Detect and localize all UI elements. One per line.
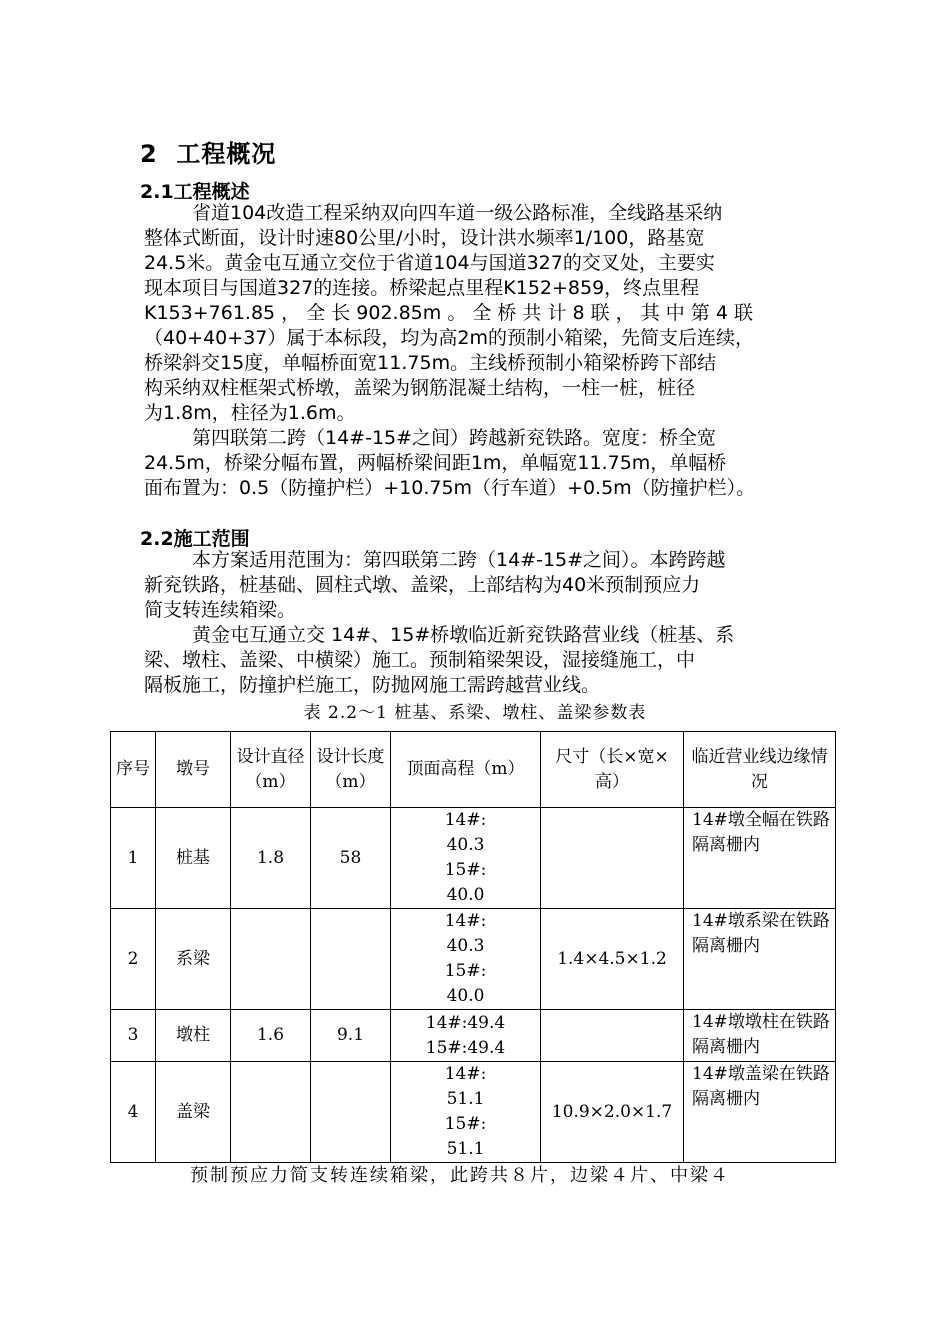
continuation-text: 预制预应力简支转连续箱梁，此跨共８片，边梁４片、中梁４ — [190, 1165, 730, 1186]
cell-edge: 14#墩系梁在铁路隔离栅内 — [684, 909, 836, 1010]
elevation-line: 40.3 — [446, 936, 485, 956]
table-row — [111, 808, 836, 909]
cell-no: 4 — [111, 1062, 156, 1163]
cell-size: 1.4×4.5×1.2 — [541, 909, 684, 1010]
cell-edge: 14#墩全幅在铁路隔离栅内 — [684, 808, 836, 909]
subsection-heading-2-2: 2.2施工范围 — [140, 528, 250, 550]
elevation-line: 14#: — [444, 911, 487, 931]
section-title: 工程概况 — [176, 140, 277, 168]
section-heading — [140, 134, 276, 169]
table-row — [111, 1062, 836, 1163]
table-caption: 表 2.2～1 桩基、系梁、墩柱、盖梁参数表 — [303, 703, 647, 723]
cell-elevation — [391, 808, 541, 909]
paragraph-overview — [144, 201, 814, 501]
cell-diameter: 1.6 — [231, 1010, 311, 1062]
text-line: 隔板施工，防撞护栏施工，防抛网施工需跨越营业线。 — [144, 674, 601, 696]
text-line: （40+40+37）属于本标段，均为高2m的预制小箱梁，先简支后连续， — [144, 327, 754, 349]
cell-name: 桩基 — [156, 808, 231, 909]
text-line: 现本项目与国道327的连接。桥梁起点里程K152+859，终点里程 — [144, 277, 700, 299]
cell-length: 58 — [311, 808, 391, 909]
cell-edge: 14#墩墩柱在铁路隔离栅内 — [684, 1010, 836, 1062]
cell-elevation — [391, 1010, 541, 1062]
header-cell-no: 序号 — [111, 732, 156, 808]
elevation-line: 15#: — [444, 961, 487, 981]
elevation-line: 15#: — [444, 860, 487, 880]
paragraph-scope — [144, 548, 814, 698]
cell-name: 墩柱 — [156, 1010, 231, 1062]
text-line: 桥梁斜交15度，单幅桥面宽11.75m。主线桥预制小箱梁桥跨下部结 — [144, 352, 717, 374]
text-line: 整体式断面，设计时速80公里/小时，设计洪水频率1/100，路基宽 — [144, 227, 705, 249]
elevation-line: 15#:49.4 — [425, 1037, 506, 1058]
cell-length — [311, 909, 391, 1010]
parameter-table — [110, 731, 836, 1163]
table-row — [111, 909, 836, 1010]
cell-no: 2 — [111, 909, 156, 1010]
text-line: 第四联第二跨（14#-15#之间）跨越新兖铁路。宽度：桥全宽 — [192, 427, 717, 449]
header-cell-size: 尺寸（长×宽×高） — [541, 732, 684, 808]
cell-length — [311, 1062, 391, 1163]
header-cell-diameter: 设计直径（m） — [231, 732, 311, 808]
cell-name: 系梁 — [156, 909, 231, 1010]
cell-length: 9.1 — [311, 1010, 391, 1062]
elevation-line: 40.0 — [446, 986, 485, 1006]
elevation-line: 40.3 — [446, 835, 485, 855]
subsection-heading-2-1: 2.1工程概述 — [140, 181, 250, 203]
text-line: 为1.8m，柱径为1.6m。 — [144, 402, 356, 424]
elevation-line: 14#: — [444, 1064, 487, 1084]
text-line: 梁、墩柱、盖梁、中横梁）施工。预制箱梁架设，湿接缝施工，中 — [144, 649, 696, 671]
text-line: 新兖铁路，桩基础、圆柱式墩、盖梁，上部结构为40米预制预应力 — [144, 574, 701, 596]
cell-elevation — [391, 909, 541, 1010]
cell-name: 盖梁 — [156, 1062, 231, 1163]
elevation-line: 51.1 — [446, 1139, 485, 1159]
cell-no: 1 — [111, 808, 156, 909]
elevation-line: 14#:49.4 — [425, 1012, 506, 1033]
text-line: K153+761.85 ， 全 长 902.85m 。 全 桥 共 计 8 联 ， 其 中 第 4 联 — [144, 302, 753, 324]
text-line: 简支转连续箱梁。 — [144, 599, 297, 621]
section-number: 2 — [140, 140, 158, 168]
header-cell-length: 设计长度（m） — [311, 732, 391, 808]
elevation-line: 40.0 — [446, 885, 485, 905]
text-line: 省道104改造工程采纳双向四车道一级公路标准，全线路基采纳 — [192, 202, 723, 224]
cell-size — [541, 1010, 684, 1062]
table-header-row — [111, 732, 836, 808]
elevation-line: 15#: — [444, 1114, 487, 1134]
header-cell-elevation: 顶面高程（m） — [391, 732, 541, 808]
text-line: 24.5米。黄金屯互通立交位于省道104与国道327的交叉处，主要实 — [144, 252, 715, 274]
cell-size — [541, 808, 684, 909]
cell-diameter: 1.8 — [231, 808, 311, 909]
elevation-line: 14#: — [444, 810, 487, 830]
cell-size: 10.9×2.0×1.7 — [541, 1062, 684, 1163]
text-line: 黄金屯互通立交 14#、15#桥墩临近新兖铁路营业线（桩基、系 — [192, 624, 735, 646]
elevation-line: 51.1 — [446, 1089, 485, 1109]
cell-edge: 14#墩盖梁在铁路隔离栅内 — [684, 1062, 836, 1163]
cell-diameter — [231, 1062, 311, 1163]
header-cell-edge: 临近营业线边缘情况 — [684, 732, 836, 808]
text-line: 面布置为：0.5（防撞护栏）+10.75m（行车道）+0.5m（防撞护栏）。 — [144, 477, 756, 499]
header-cell-name: 墩号 — [156, 732, 231, 808]
table-row — [111, 1010, 836, 1062]
cell-no: 3 — [111, 1010, 156, 1062]
cell-elevation — [391, 1062, 541, 1163]
text-line: 本方案适用范围为：第四联第二跨（14#-15#之间）。本跨跨越 — [192, 549, 726, 571]
text-line: 24.5m，桥梁分幅布置，两幅桥梁间距1m，单幅宽11.75m，单幅桥 — [144, 452, 727, 474]
cell-diameter — [231, 909, 311, 1010]
text-line: 构采纳双柱框架式桥墩，盖梁为钢筋混凝土结构，一柱一桩，桩径 — [144, 377, 696, 399]
